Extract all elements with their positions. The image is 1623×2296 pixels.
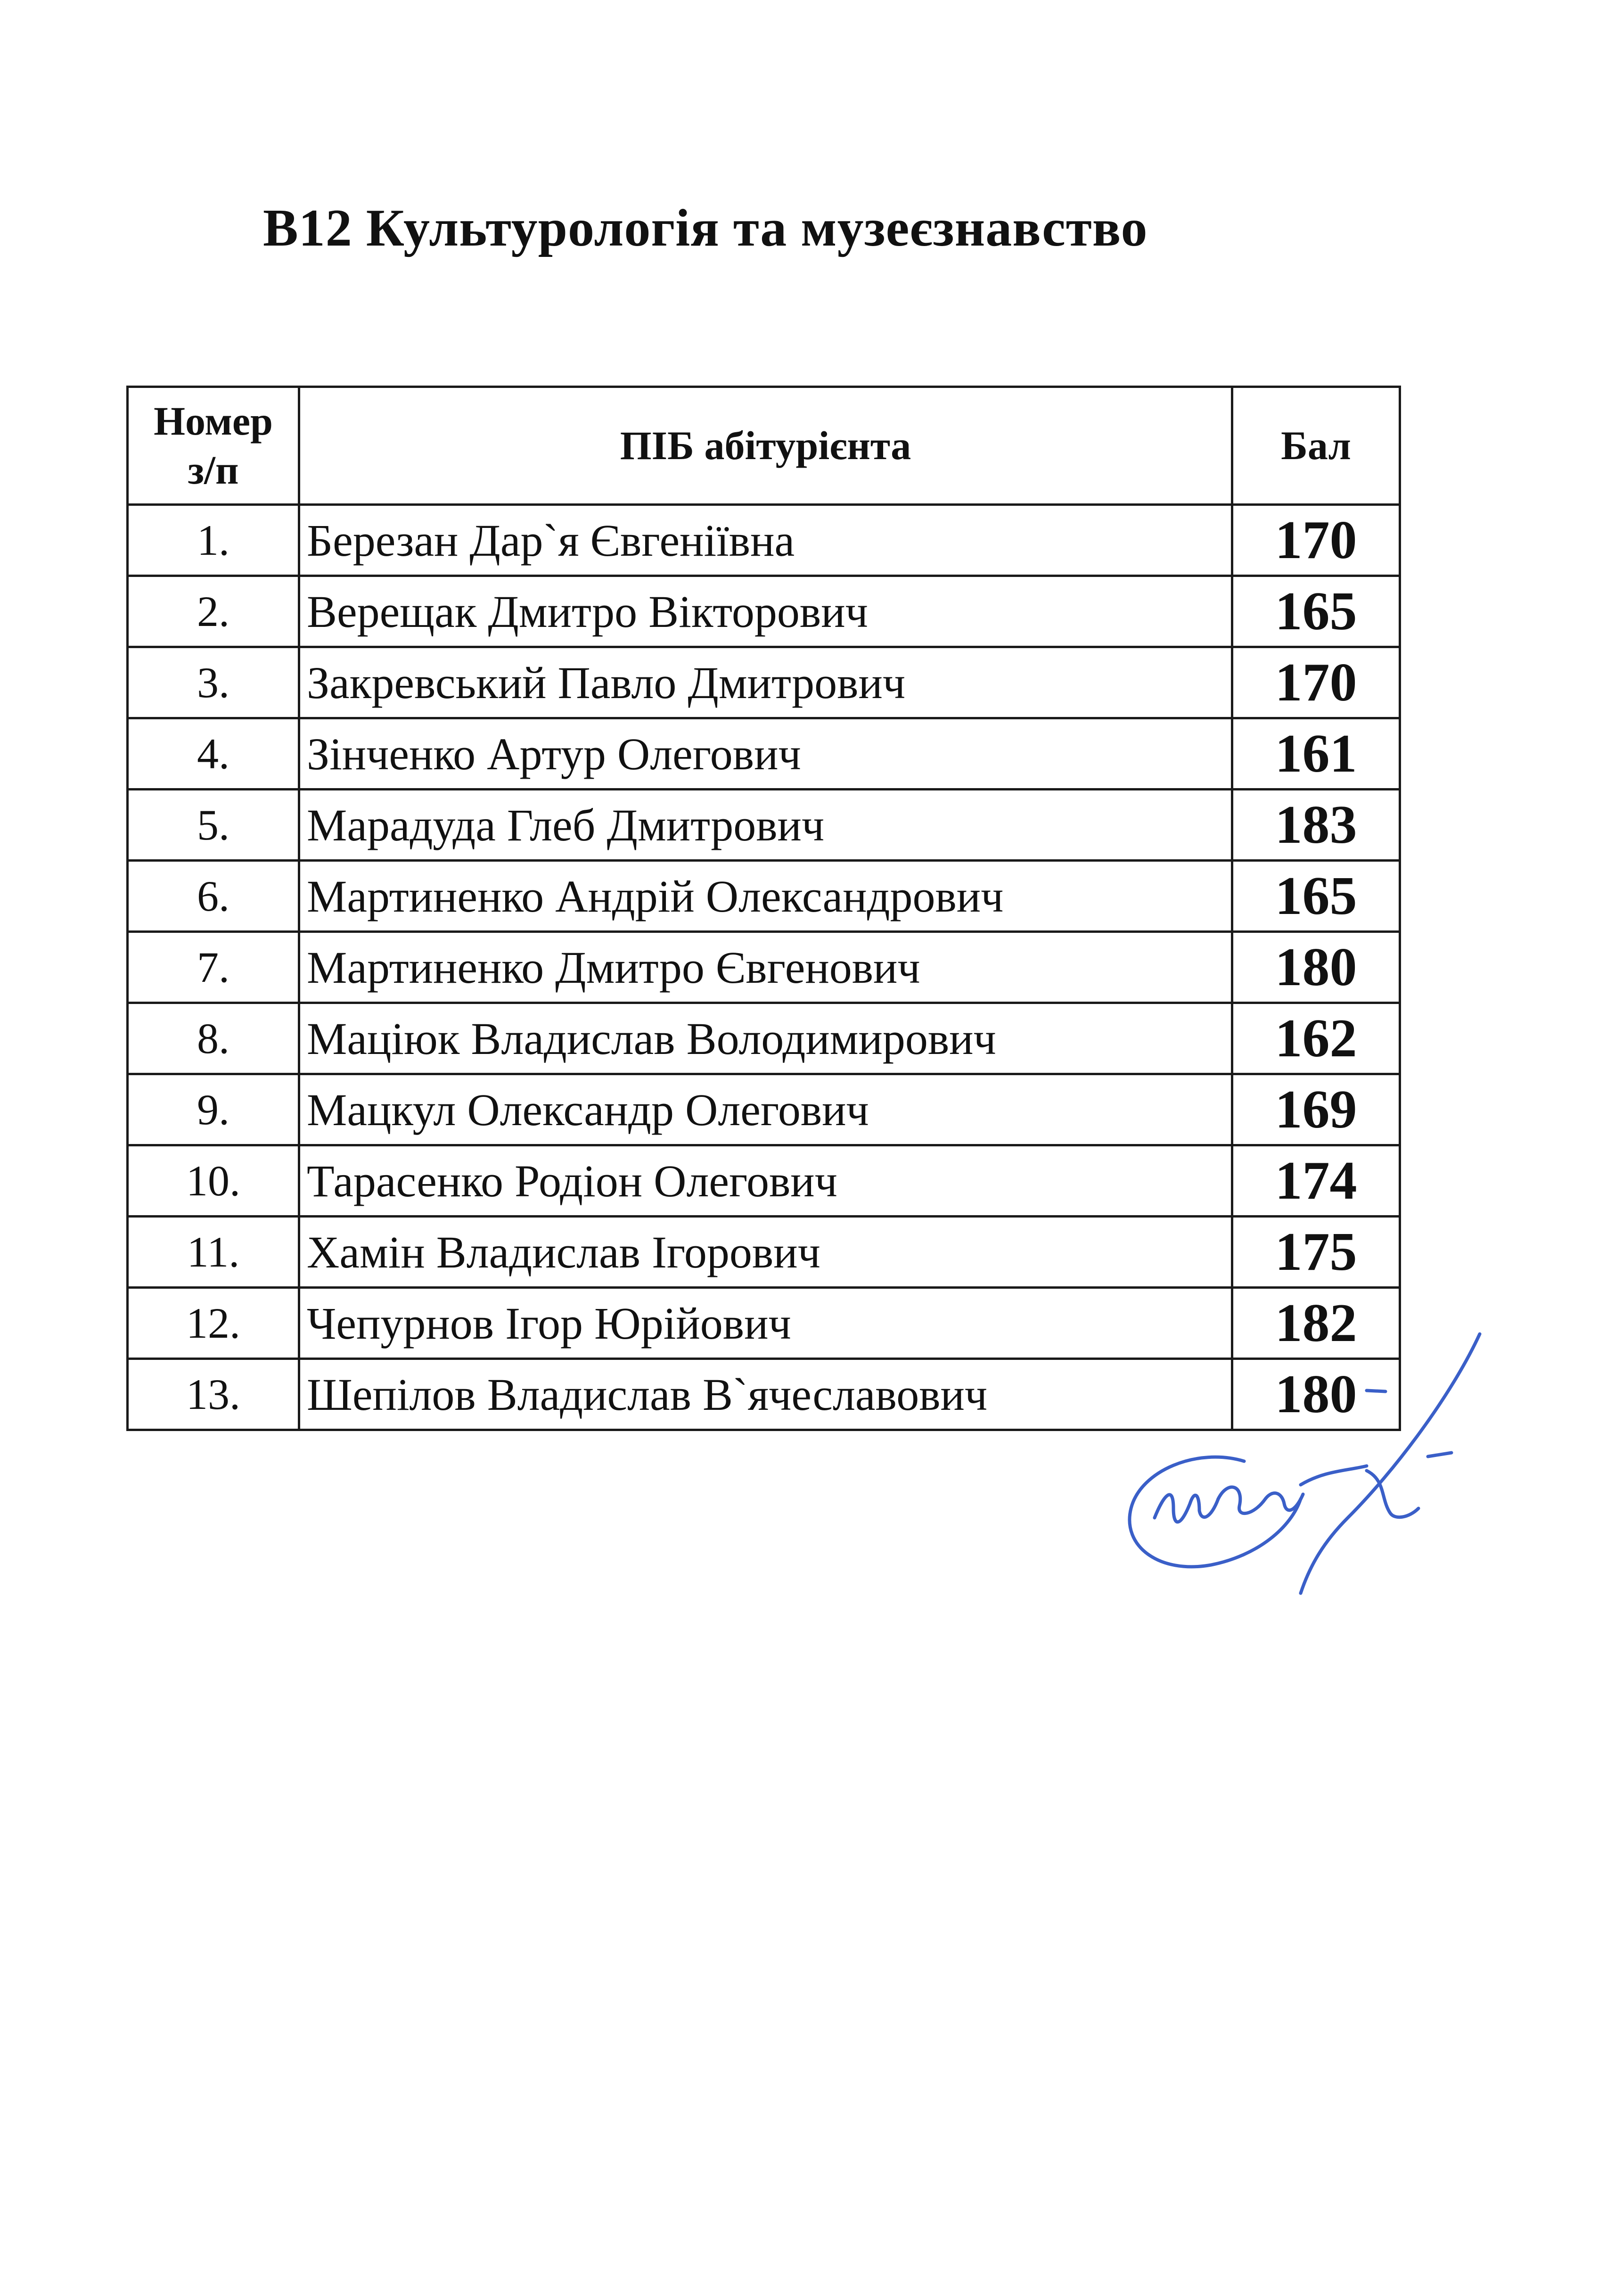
applicants-table (126, 386, 1401, 1431)
row-number: 9. (128, 1074, 299, 1145)
applicant-name: Березан Дар`я Євгеніївна (299, 505, 1232, 576)
page-title: В12 Культурологія та музеєзнавство (263, 199, 1148, 257)
header-number-line2: з/п (188, 447, 239, 493)
applicant-name: Шепілов Владислав В`ячеславович (299, 1359, 1232, 1430)
table-row (128, 1074, 1400, 1145)
applicant-name: Тарасенко Родіон Олегович (299, 1145, 1232, 1217)
applicant-name: Мартиненко Дмитро Євгенович (299, 932, 1232, 1003)
table-row (128, 1217, 1400, 1288)
row-number: 10. (128, 1145, 299, 1217)
handwritten-signature (1103, 1329, 1489, 1621)
applicant-score: 165 (1232, 861, 1400, 932)
applicant-score: 165 (1232, 576, 1400, 647)
applicant-score: 175 (1232, 1217, 1400, 1288)
header-name: ПІБ абітурієнта (299, 387, 1232, 505)
applicant-score: 162 (1232, 1003, 1400, 1074)
applicant-score: 170 (1232, 647, 1400, 718)
row-number: 11. (128, 1217, 299, 1288)
row-number: 12. (128, 1288, 299, 1359)
table-row (128, 718, 1400, 790)
row-number: 1. (128, 505, 299, 576)
table-header-row (128, 387, 1400, 505)
applicant-name: Зінченко Артур Олегович (299, 718, 1232, 790)
applicant-name: Мацкул Олександр Олегович (299, 1074, 1232, 1145)
applicant-score: 161 (1232, 718, 1400, 790)
applicant-name: Закревський Павло Дмитрович (299, 647, 1232, 718)
applicant-score: 180 (1232, 1359, 1400, 1430)
row-number: 6. (128, 861, 299, 932)
row-number: 2. (128, 576, 299, 647)
applicant-name: Мартиненко Андрій Олександрович (299, 861, 1232, 932)
table-row (128, 1145, 1400, 1217)
table-row (128, 790, 1400, 861)
table-row (128, 932, 1400, 1003)
row-number: 7. (128, 932, 299, 1003)
applicant-score: 182 (1232, 1288, 1400, 1359)
applicant-score: 180 (1232, 932, 1400, 1003)
applicant-name: Марадуда Глеб Дмитрович (299, 790, 1232, 861)
applicant-name: Чепурнов Ігор Юрійович (299, 1288, 1232, 1359)
table-row (128, 647, 1400, 718)
header-number-line1: Номер (154, 398, 273, 444)
applicant-name: Хамін Владислав Ігорович (299, 1217, 1232, 1288)
row-number: 4. (128, 718, 299, 790)
header-score: Бал (1232, 387, 1400, 505)
applicant-score: 169 (1232, 1074, 1400, 1145)
table-row (128, 1003, 1400, 1074)
table-row (128, 505, 1400, 576)
applicant-name: Маціюк Владислав Володимирович (299, 1003, 1232, 1074)
row-number: 8. (128, 1003, 299, 1074)
applicant-name: Верещак Дмитро Вікторович (299, 576, 1232, 647)
header-number (128, 387, 299, 505)
applicant-score: 183 (1232, 790, 1400, 861)
applicant-score: 174 (1232, 1145, 1400, 1217)
row-number: 5. (128, 790, 299, 861)
table-row (128, 861, 1400, 932)
table-row (128, 576, 1400, 647)
applicant-score: 170 (1232, 505, 1400, 576)
row-number: 3. (128, 647, 299, 718)
row-number: 13. (128, 1359, 299, 1430)
